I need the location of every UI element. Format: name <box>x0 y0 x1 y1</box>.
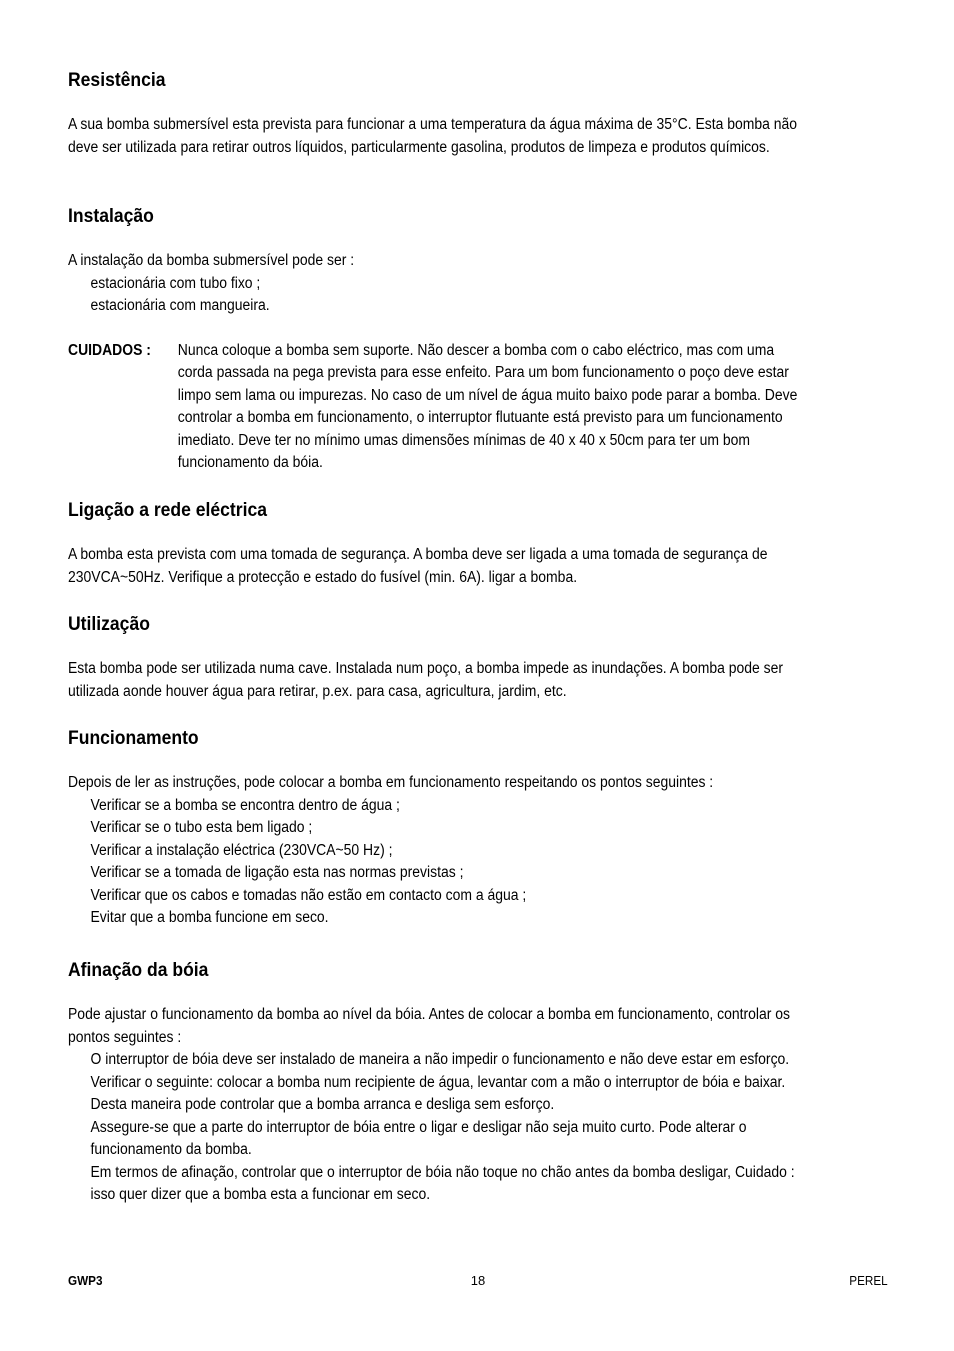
section-utilizacao <box>68 612 806 703</box>
section-text-resistencia: A sua bomba submersível esta prevista para funcionar a uma temperatura da água máxima de 35°C. Esta bomba não deve ser utilizada para retirar outros líquidos, particularmente gasolina, produtos de limpeza e produtos químicos. <box>68 116 798 156</box>
section-intro-instalacao: A instalação da bomba submersível pode ser : <box>68 252 355 269</box>
list-item: estacionária com mangueira. <box>90 297 270 314</box>
list-item: Verificar se a tomada de ligação esta nas normas previstas ; <box>90 864 464 881</box>
footer-brand: PEREL <box>849 1273 888 1288</box>
list-item: Assegure-se que a parte do interruptor de bóia entre o ligar e desligar não seja muito curto. Pode alterar o funcionamento da bomba. <box>90 1118 747 1158</box>
section-intro-funcionamento: Depois de ler as instruções, pode colocar a bomba em funcionamento respeitando os pontos seguintes : <box>68 774 714 791</box>
list-item: Evitar que a bomba funcione em seco. <box>90 909 329 926</box>
section-text-utilizacao: Esta bomba pode ser utilizada numa cave. Instalada num poço, a bomba impede as inundações. A bomba pode ser utilizada aonde houver água para retirar, p.ex. para casa, agricultura, jardim, etc. <box>68 660 784 700</box>
section-title-resistencia: Resistência <box>68 69 166 91</box>
footer-model: GWP3 <box>68 1273 103 1288</box>
section-funcionamento <box>68 726 806 930</box>
section-title-afinacao: Afinação da bóia <box>68 959 209 981</box>
list-item: Verificar que os cabos e tomadas não estão em contacto com a água ; <box>90 886 527 904</box>
list-item: Verificar o seguinte: colocar a bomba num recipiente de água, levantar com a mão o interruptor de bóia e baixar. Desta maneira pode controlar que a bomba arranca e desliga sem esforço. <box>90 1073 786 1113</box>
section-text-ligacao: A bomba esta prevista com uma tomada de segurança. A bomba deve ser ligada a uma tomada de segurança de 230VCA~50Hz. Verifique a protecção e estado do fusível (min. 6A). ligar a bomba. <box>68 546 768 586</box>
list-item: O interruptor de bóia deve ser instalado de maneira a não impedir o funcionamento e não deve estar em esforço. <box>90 1051 790 1068</box>
section-instalacao <box>68 204 806 475</box>
section-intro-afinacao: Pode ajustar o funcionamento da bomba ao nível da bóia. Antes de colocar a bomba em funcionamento, controlar os pontos seguintes : <box>68 1006 790 1046</box>
caution-label: CUIDADOS : <box>68 341 151 359</box>
section-resistencia <box>68 68 806 159</box>
section-afinacao <box>68 958 806 1207</box>
list-item: Verificar se o tubo esta bem ligado ; <box>90 819 313 836</box>
list-item: estacionária com tubo fixo ; <box>90 274 261 292</box>
section-title-funcionamento: Funcionamento <box>68 727 199 749</box>
caution-block <box>68 340 806 475</box>
list-item: Verificar a instalação eléctrica (230VCA~50 Hz) ; <box>90 841 393 859</box>
section-title-ligacao: Ligação a rede eléctrica <box>68 499 268 521</box>
list-item: Verificar se a bomba se encontra dentro de água ; <box>90 796 400 814</box>
list-item: Em termos de afinação, controlar que o interruptor de bóia não toque no chão antes da bomba desligar, Cuidado : isso quer dizer que a bomba esta a funcionar em seco. <box>90 1163 795 1203</box>
section-title-utilizacao: Utilização <box>68 613 150 635</box>
section-title-instalacao: Instalação <box>68 205 154 227</box>
page-number: 18 <box>470 1273 486 1288</box>
section-ligacao <box>68 498 806 589</box>
caution-text: Nunca coloque a bomba sem suporte. Não descer a bomba com o cabo eléctrico, mas com uma corda passada na pega prevista para esse enfeito. Para um bom funcionamento o poço deve estar limpo sem lama ou impurezas. No caso de um nível de água muito baixo pode parar a bomba. Deve controlar a bomba em funcionamento, o interruptor flutuante está previsto para um funcionamento imediato. Deve ter no mínimo umas dimensões mínimas de 40 x 40 x 50cm para ter um bom funcionamento da bóia. <box>177 341 798 471</box>
